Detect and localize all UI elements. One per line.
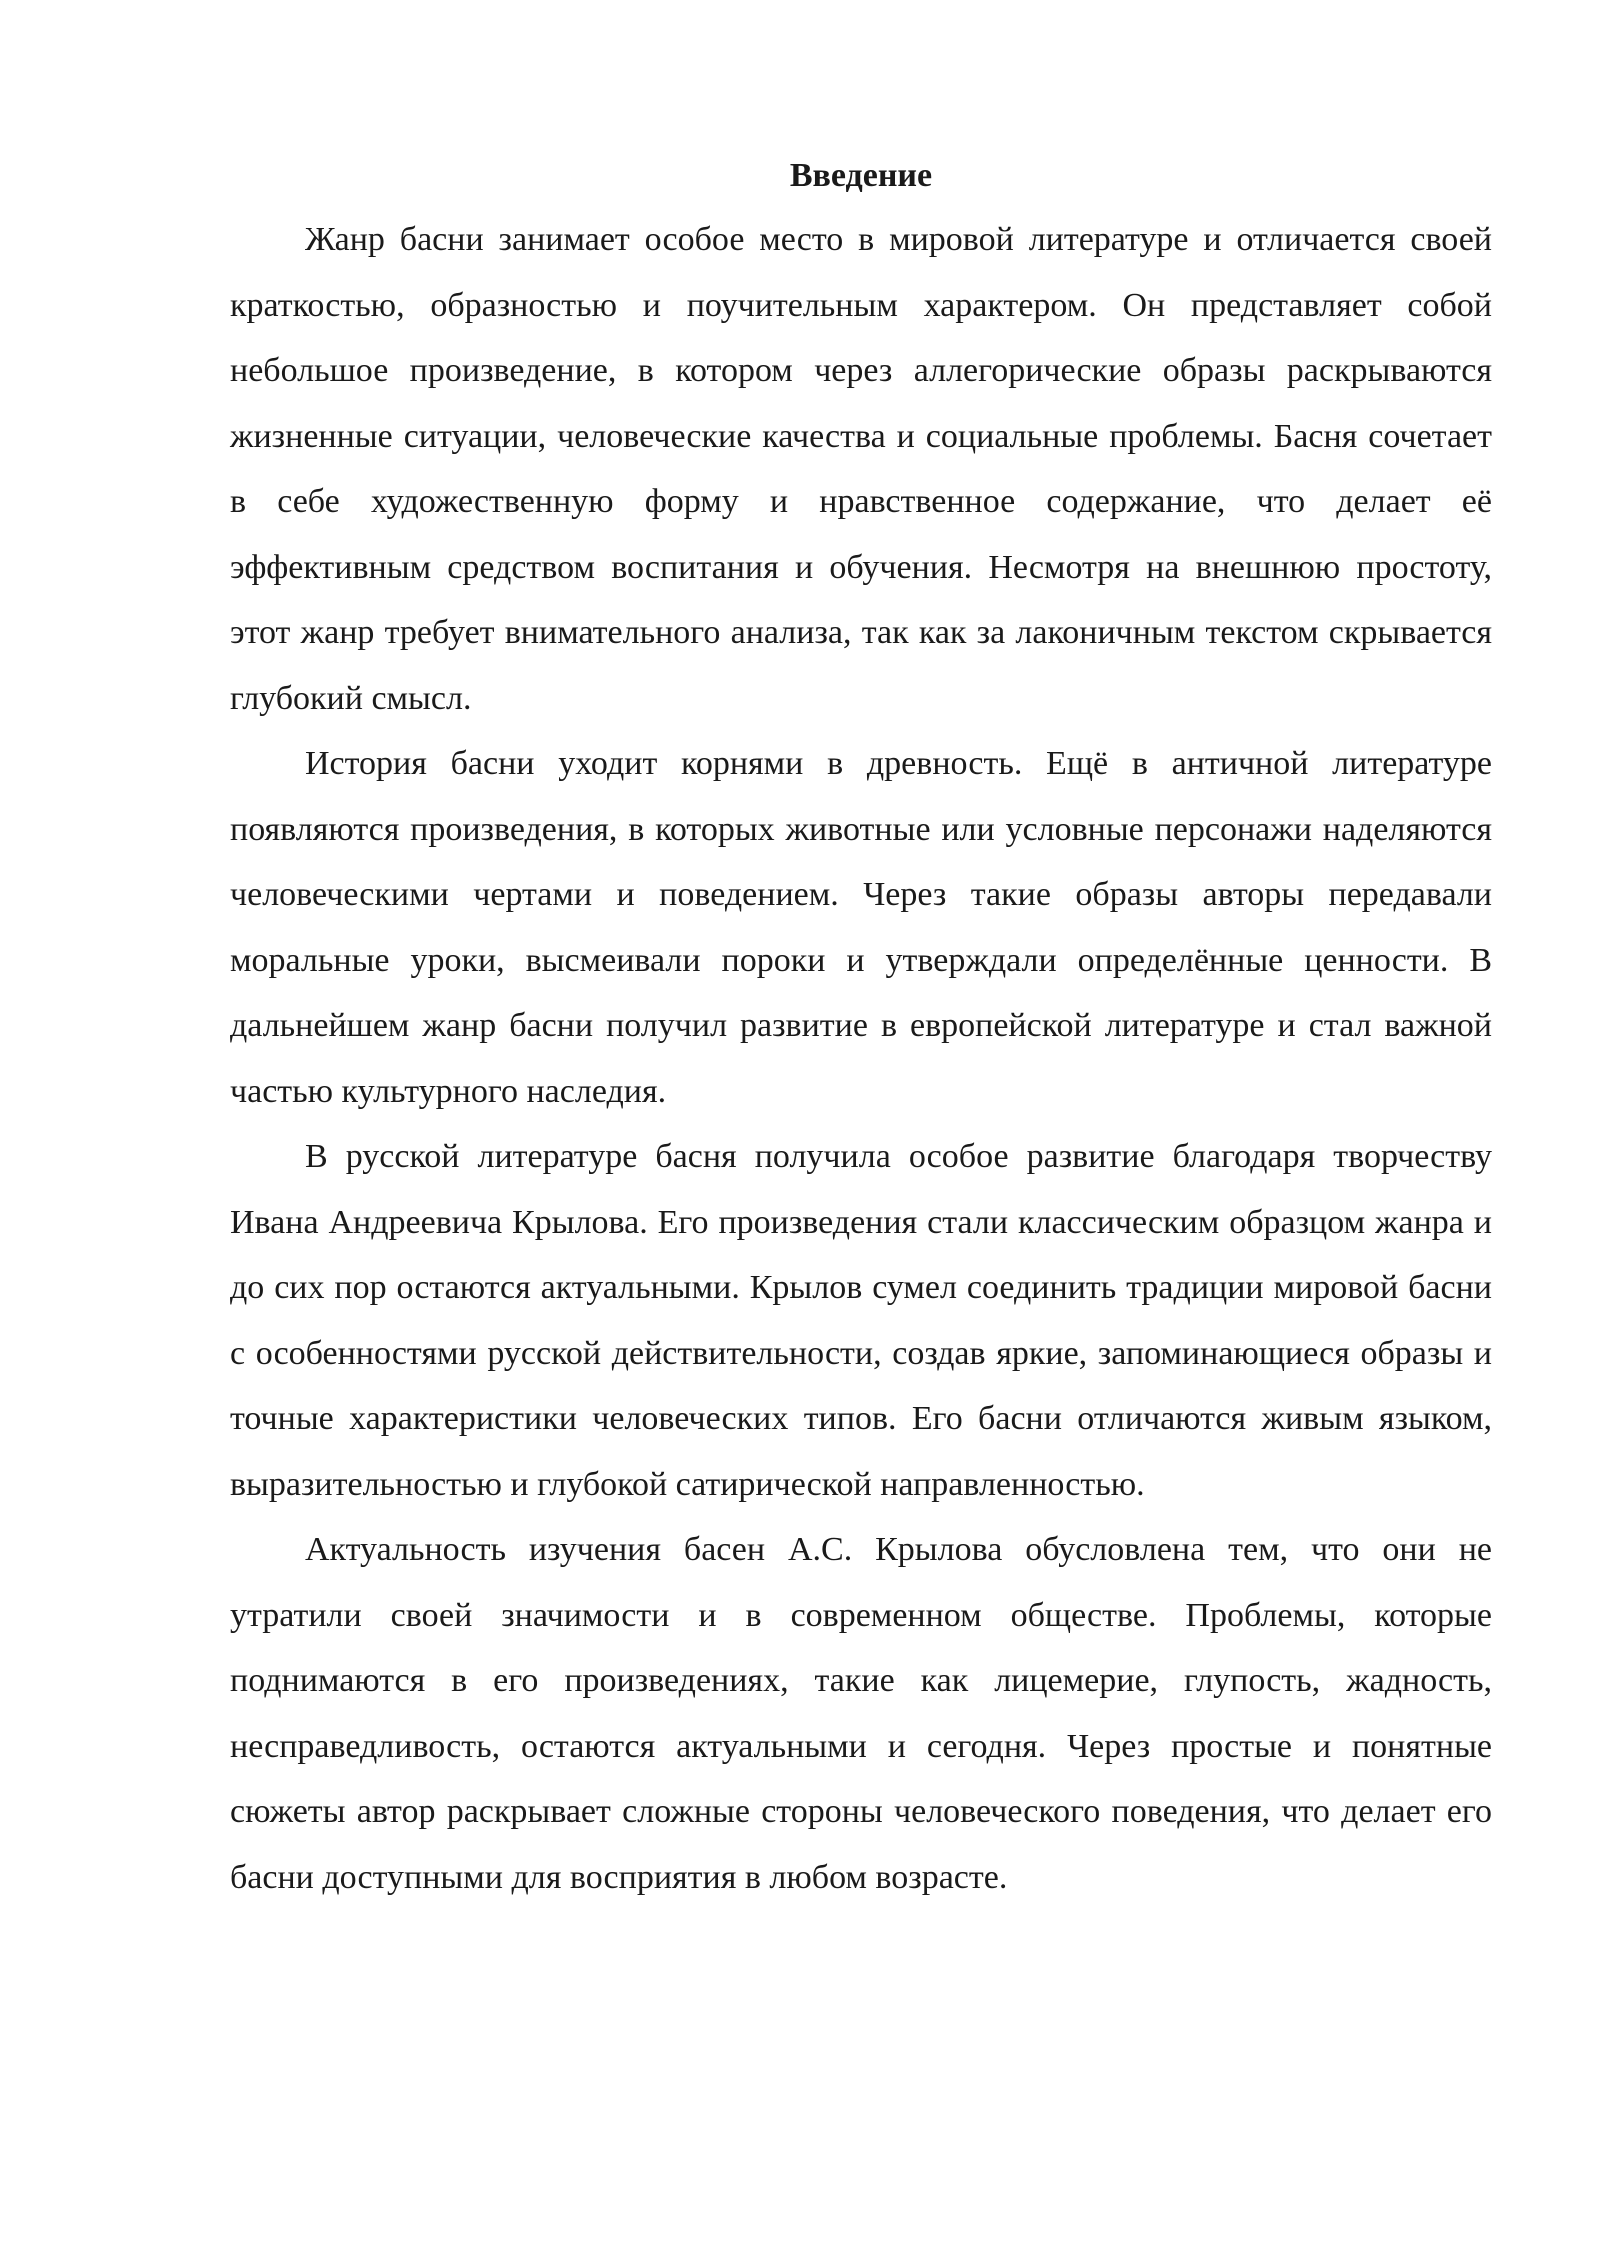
paragraph-russian-literature: В русской литературе басня получила особое развитие благодаря творчеству Ивана Андреевича Крылова. Его произведения стали классическим образцом жанра и до сих пор остаются актуальными. Крылов сумел соединить традиции мировой басни с особенностями русской действительности, создав яркие, запоминающиеся образы и точные характеристики человеческих типов. Его басни отличаются живым языком, выразительностью и глубокой сатирической направленностью. <box>230 1138 1492 1503</box>
document-body <box>230 150 1492 1910</box>
paragraph-genre-intro: Жанр басни занимает особое место в мировой литературе и отличается своей краткостью, образностью и поучительным характером. Он представляет собой небольшое произведение, в котором через аллегорические образы раскрываются жизненные ситуации, человеческие качества и социальные проблемы. Басня сочетает в себе художественную форму и нравственное содержание, что делает её эффективным средством воспитания и обучения. Несмотря на внешнюю простоту, этот жанр требует внимательного анализа, так как за лаконичным текстом скрывается глубокий смысл. <box>230 221 1492 717</box>
paragraph-relevance: Актуальность изучения басен А.С. Крылова обусловлена тем, что они не утратили своей значимости и в современном обществе. Проблемы, которые поднимаются в его произведениях, такие как лицемерие, глупость, жадность, несправедливость, остаются актуальными и сегодня. Через простые и понятные сюжеты автор раскрывает сложные стороны человеческого поведения, что делает его басни доступными для восприятия в любом возрасте. <box>230 1531 1492 1896</box>
document-title: Введение <box>789 157 933 194</box>
paragraph-history: История басни уходит корнями в древность. Ещё в античной литературе появляются произведения, в которых животные или условные персонажи наделяются человеческими чертами и поведением. Через такие образы авторы передавали моральные уроки, высмеивали пороки и утверждали определённые ценности. В дальнейшем жанр басни получил развитие в европейской литературе и стал важной частью культурного наследия. <box>230 745 1492 1110</box>
